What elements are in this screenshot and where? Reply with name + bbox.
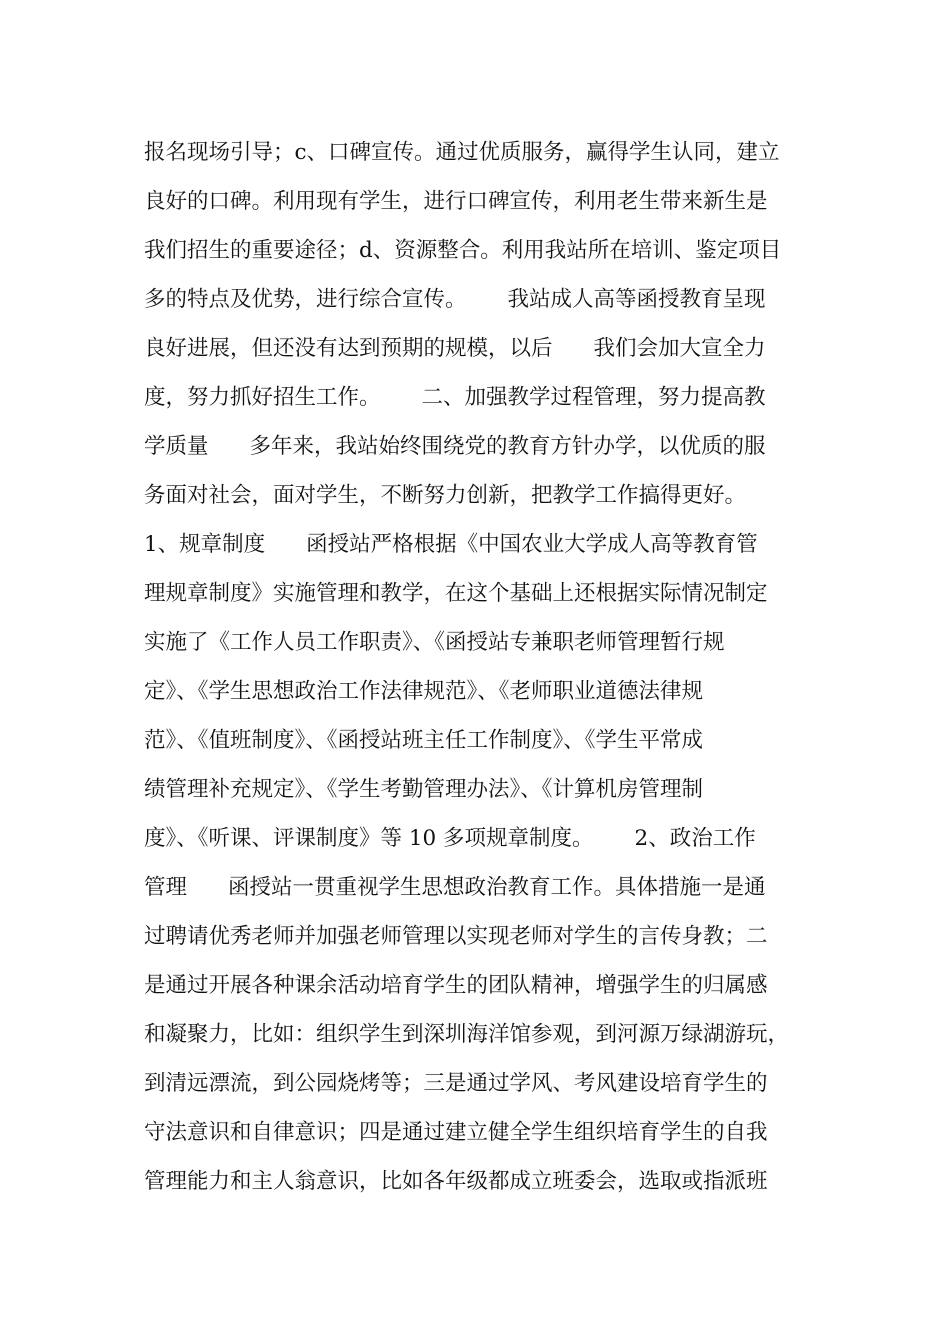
text-line: 度》、《听课、评课制度》等 10 多项规章制度。 2、政治工作: [144, 826, 756, 851]
text-line: 多的特点及优势，进行综合宣传。 我站成人高等函授教育呈现: [144, 287, 766, 312]
text-line: 到清远漂流，到公园烧烤等；三是通过学风、考风建设培育学生的: [144, 1071, 768, 1096]
text-line: 实施了《工作人员工作职责》、《函授站专兼职老师管理暂行规: [144, 630, 725, 655]
text-line: 是通过开展各种课余活动培育学生的团队精神，增强学生的归属感: [144, 973, 768, 998]
text-line: 定》、《学生思想政治工作法律规范》、《老师职业道德法律规: [144, 679, 704, 704]
text-line: 学质量 多年来，我站始终围绕党的教育方针办学，以优质的服: [144, 434, 766, 459]
text-line: 范》、《值班制度》、《函授站班主任工作制度》、《学生平常成: [144, 728, 704, 753]
text-line: 务面对社会，面对学生，不断努力创新，把教学工作搞得更好。: [144, 483, 747, 508]
text-line: 1、规章制度 函授站严格根据《中国农业大学成人高等教育管: [144, 532, 758, 557]
text-line: 报名现场引导；c、口碑宣传。通过优质服务，赢得学生认同，建立: [144, 140, 780, 165]
text-line: 理规章制度》实施管理和教学，在这个基础上还根据实际情况制定: [144, 581, 768, 606]
document-body-text: [144, 128, 824, 1206]
text-line: 守法意识和自律意识；四是通过建立健全学生组织培育学生的自我: [144, 1120, 768, 1145]
text-line: 我们招生的重要途径；d、资源整合。利用我站所在培训、鉴定项目: [144, 238, 782, 263]
text-line: 良好的口碑。利用现有学生，进行口碑宣传，利用老生带来新生是: [144, 189, 768, 214]
text-line: 管理 函授站一贯重视学生思想政治教育工作。具体措施一是通: [144, 875, 766, 900]
text-line: 绩管理补充规定》、《学生考勤管理办法》、《计算机房管理制: [144, 777, 704, 802]
text-line: 过聘请优秀老师并加强老师管理以实现老师对学生的言传身教；二: [144, 924, 768, 949]
text-line: 和凝聚力，比如：组织学生到深圳海洋馆参观，到河源万绿湖游玩，: [144, 1022, 790, 1047]
text-line: 度，努力抓好招生工作。 二、加强教学过程管理，努力提高教: [144, 385, 766, 410]
text-line: 管理能力和主人翁意识，比如各年级都成立班委会，选取或指派班: [144, 1169, 768, 1194]
text-line: 良好进展，但还没有达到预期的规模，以后 我们会加大宣全力: [144, 336, 766, 361]
